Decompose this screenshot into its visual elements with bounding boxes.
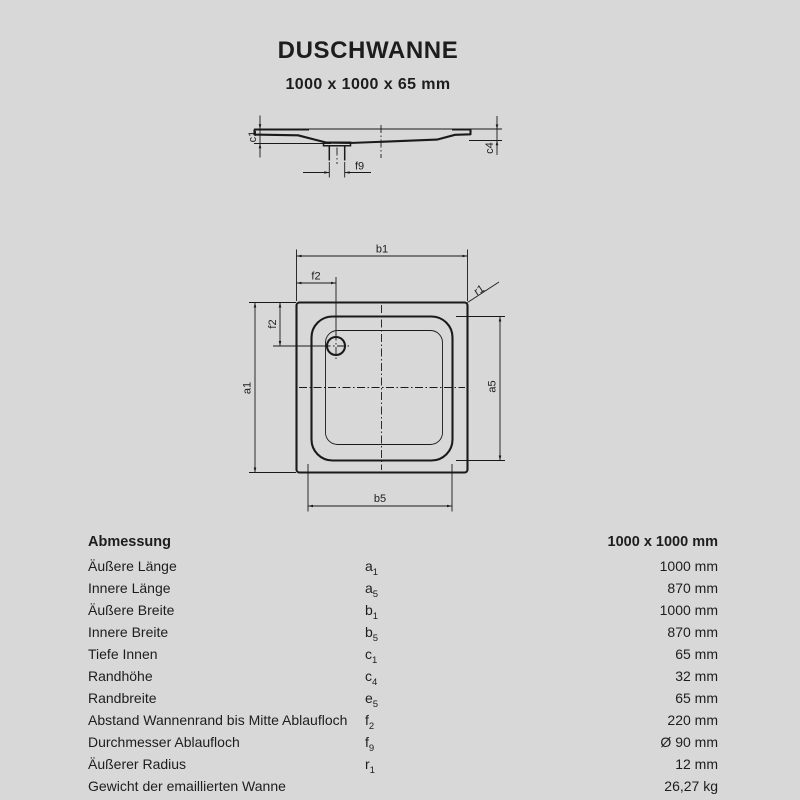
dimension-value: 12 mm — [675, 756, 718, 772]
dimension-b1 — [297, 244, 468, 302]
table-row — [88, 577, 718, 599]
table-row — [88, 731, 718, 753]
label-r1: r1 — [471, 282, 487, 299]
table-row — [88, 753, 718, 775]
dimension-symbol: $b_1$ — [365, 602, 379, 622]
dimension-value: 26,27 kg — [664, 778, 718, 794]
dimension-name: Durchmesser Ablaufloch — [88, 734, 240, 750]
table-row — [88, 621, 718, 643]
dimension-symbol: $f_2$ — [365, 712, 375, 732]
dimension-name: Äußere Länge — [88, 558, 177, 574]
label-c1: c1 — [247, 130, 259, 143]
label-b5: b5 — [373, 493, 387, 505]
dimension-value: Ø 90 mm — [660, 734, 718, 750]
label-f2-left: f2 — [267, 319, 279, 329]
table-row — [88, 665, 718, 687]
dimension-name: Gewicht der emaillierten Wanne — [88, 778, 286, 794]
top-view-centerlines — [299, 305, 465, 470]
dimension-name: Randbreite — [88, 690, 157, 706]
dimension-symbol: $a_5$ — [365, 580, 379, 600]
dimension-value: 220 mm — [667, 712, 718, 728]
label-b1: b1 — [375, 243, 389, 256]
dimension-name: Äußere Breite — [88, 602, 175, 618]
dimension-symbol: $c_4$ — [365, 668, 378, 688]
dimension-value: 32 mm — [675, 668, 718, 684]
dimension-symbol: $e_5$ — [365, 690, 379, 710]
table-header — [88, 529, 718, 555]
dimension-b5 — [308, 464, 452, 512]
drain-flange — [324, 142, 351, 145]
table-row — [88, 775, 718, 797]
dimension-name: Innere Länge — [88, 580, 171, 596]
dimension-value: 870 mm — [667, 624, 718, 640]
table-row — [88, 555, 718, 577]
dimension-symbol: $a_1$ — [365, 558, 379, 578]
dimension-name: Tiefe Innen — [88, 646, 158, 662]
page-subtitle: 1000 x 1000 x 65 mm — [285, 76, 451, 93]
dimension-value: 1000 mm — [659, 558, 718, 574]
dimension-symbol: $c_1$ — [365, 646, 378, 666]
dimension-value: 870 mm — [667, 580, 718, 596]
table-header-value: 1000 x 1000 mm — [607, 534, 718, 550]
dimension-c4 — [484, 116, 498, 155]
label-c4: c4 — [484, 142, 496, 154]
label-f9: f9 — [355, 160, 365, 173]
dimension-symbol: $b_5$ — [365, 624, 379, 644]
dimension-value: 65 mm — [675, 646, 718, 662]
top-view-drawing — [235, 240, 535, 535]
label-f2-top: f2 — [311, 270, 321, 283]
table-row — [88, 643, 718, 665]
dimension-name: Äußerer Radius — [88, 756, 187, 772]
dimension-table — [88, 529, 718, 797]
dimension-name: Innere Breite — [88, 624, 169, 640]
dimension-symbol: $f_9$ — [365, 734, 375, 754]
page-title: DUSCHWANNE — [277, 37, 459, 64]
table-row — [88, 687, 718, 709]
side-view-drawing — [200, 100, 530, 210]
dimension-a5 — [456, 317, 505, 461]
dimension-name: Abstand Wannenrand bis Mitte Ablaufloch — [88, 712, 348, 728]
dimension-symbol: $r_1$ — [365, 756, 375, 776]
dimension-name: Randhöhe — [88, 668, 153, 684]
table-row — [88, 599, 718, 621]
dimension-c1 — [247, 116, 261, 158]
side-view-centerlines — [337, 125, 381, 164]
dimension-r1 — [468, 282, 500, 303]
dimension-value: 1000 mm — [659, 602, 718, 618]
dimension-value: 65 mm — [675, 690, 718, 706]
table-row — [88, 709, 718, 731]
label-a1: a1 — [241, 381, 254, 395]
side-view-tray-profile — [255, 130, 471, 161]
label-a5: a5 — [486, 380, 499, 393]
table-header-label: Abmessung — [88, 534, 171, 550]
